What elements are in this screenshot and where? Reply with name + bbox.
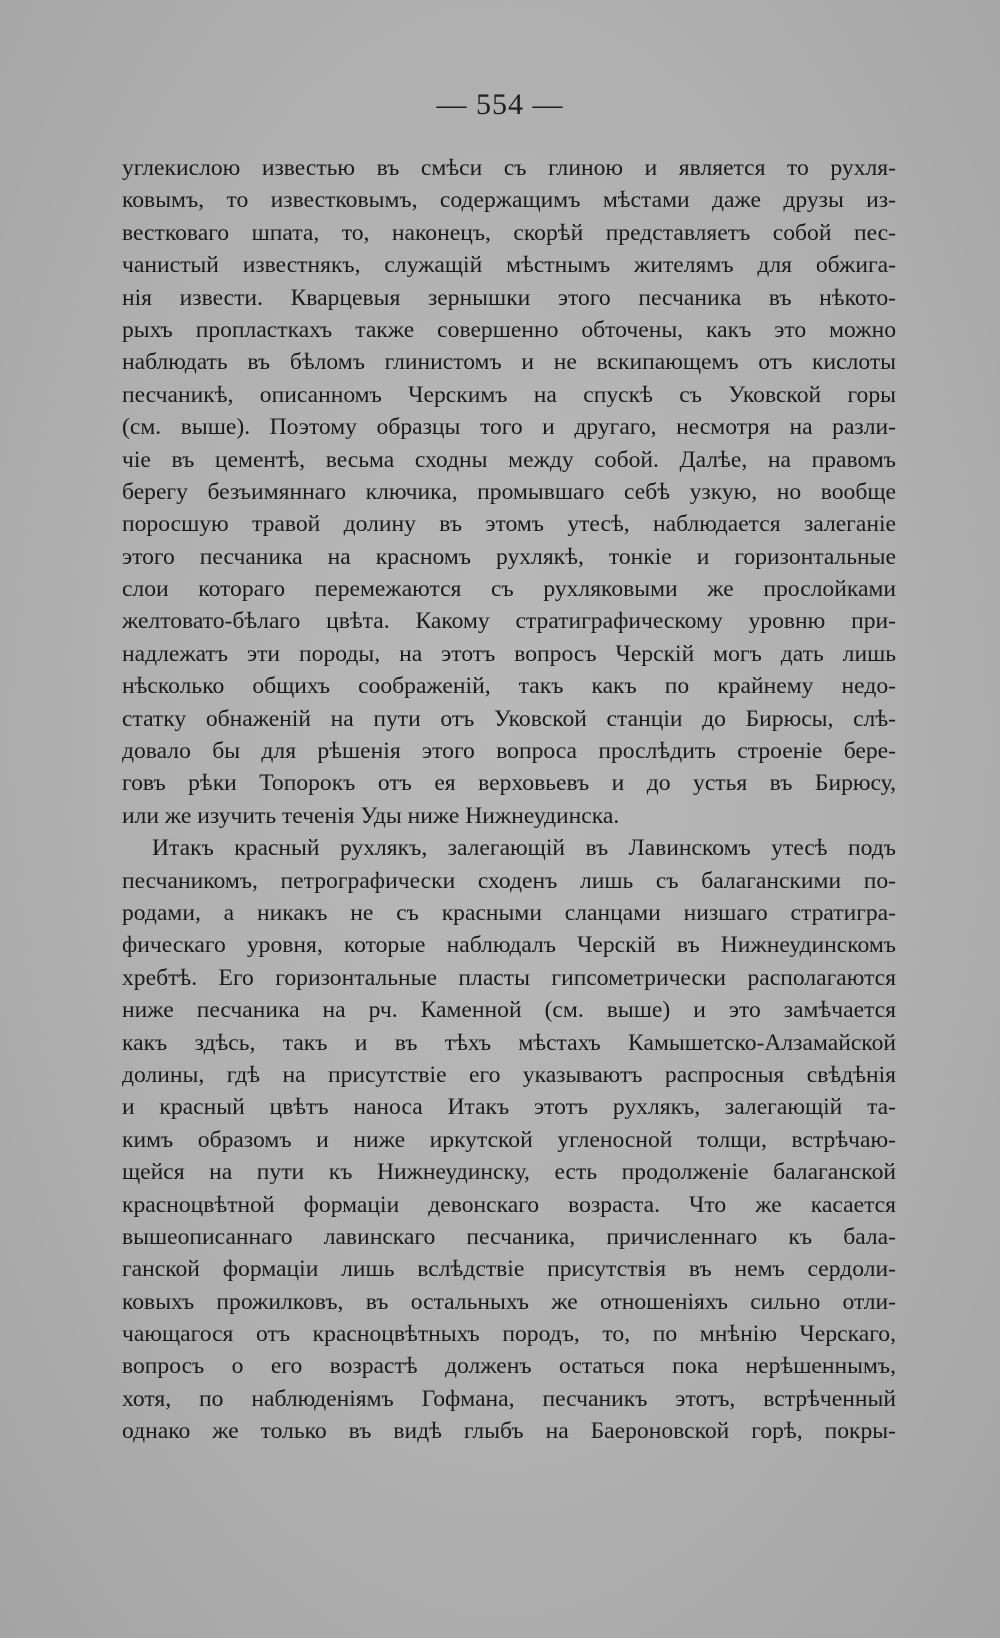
text-line: желтовато-бѣлаго цвѣта. Какому стратиграфическому уровню при- — [122, 608, 896, 635]
text-line: песчаникомъ, петрографически сходенъ лишь съ балаганскими по- — [122, 867, 896, 894]
body-text — [122, 152, 896, 1448]
text-line: чіе въ цементѣ, весьма сходны между собой. Далѣе, на правомъ — [122, 446, 896, 473]
text-line: чающагося отъ красноцвѣтныхъ породъ, то, по мнѣнію Черскаго, — [122, 1321, 896, 1348]
text-line: хребтѣ. Его горизонтальные пласты гипсометрически располагаются — [122, 964, 896, 991]
text-line: этого песчаника на красномъ рухлякѣ, тонкіе и горизонтальные — [122, 543, 896, 570]
text-line: рыхъ пропласткахъ также совершенно обточены, какъ это можно — [122, 316, 896, 343]
text-line: щейся на пути къ Нижнеудинску, есть продолженіе балаганской — [122, 1159, 896, 1186]
text-line: слои котораго перемежаются съ рухляковыми же прослойками — [122, 576, 896, 603]
text-line: (см. выше). Поэтому образцы того и другаго, несмотря на разли- — [122, 414, 896, 441]
text-line: ковымъ, то известковымъ, содержащимъ мѣстами даже друзы из- — [122, 187, 896, 214]
text-line: вопросъ о его возрастѣ долженъ остаться пока нерѣшеннымъ, — [122, 1353, 896, 1380]
text-line: какъ здѣсь, такъ и въ тѣхъ мѣстахъ Камышетско-Алзамайской — [122, 1029, 896, 1056]
text-line: говъ рѣки Топорокъ отъ ея верховьевъ и до устья въ Бирюсу, — [122, 770, 896, 797]
text-line: хотя, по наблюденіямъ Гофмана, песчаникъ этотъ, встрѣченный — [122, 1385, 896, 1412]
text-line: ганской формаціи лишь вслѣдствіе присутствія въ немъ сердоли- — [122, 1256, 896, 1283]
text-line: или же изучить теченія Уды ниже Нижнеудинска. — [122, 802, 620, 829]
text-line: наблюдать въ бѣломъ глинистомъ и не вскипающемъ отъ кислоты — [122, 349, 896, 376]
text-line: кимъ образомъ и ниже иркутской угленосной толщи, встрѣчаю- — [122, 1126, 896, 1153]
text-line: статку обнаженій на пути отъ Уковской станціи до Бирюсы, слѣ- — [122, 705, 896, 732]
text-line: долины, гдѣ на присутствіе его указываютъ распросныя свѣдѣнія — [122, 1061, 896, 1088]
text-line: берегу безъимяннаго ключика, промывшаго себѣ узкую, но вообще — [122, 478, 896, 505]
text-line: ниже песчаника на рч. Каменной (см. выше) и это замѣчается — [122, 997, 896, 1024]
text-line: красноцвѣтной формаціи девонскаго возраста. Что же касается — [122, 1191, 896, 1218]
text-line: довало бы для рѣшенія этого вопроса прослѣдить строеніе бере- — [122, 738, 896, 765]
text-line: родами, а никакъ не съ красными сланцами низшаго стратигра- — [122, 899, 896, 926]
text-line: нія извести. Кварцевыя зернышки этого песчаника въ нѣкото- — [122, 284, 896, 311]
text-line: вышеописаннаго лавинскаго песчаника, причисленнаго къ бала- — [122, 1223, 896, 1250]
text-line: углекислою известью въ смѣси съ глиною и является то рухля- — [122, 155, 896, 181]
page-number: — 554 — — [436, 88, 564, 121]
text-line: и красный цвѣтъ наноса Итакъ этотъ рухлякъ, залегающій та- — [122, 1094, 896, 1121]
text-line: надлежатъ эти породы, на этотъ вопросъ Черскій могъ дать лишь — [122, 640, 896, 667]
text-line: поросшую травой долину въ этомъ утесѣ, наблюдается залеганіе — [122, 511, 896, 538]
text-line: песчаникѣ, описанномъ Черскимъ на спускѣ съ Уковской горы — [122, 381, 896, 408]
text-line: вестковаго шпата, то, наконецъ, скорѣй представляетъ собой пес- — [122, 219, 896, 246]
text-line: Итакъ красный рухлякъ, залегающій въ Лавинскомъ утесѣ подъ — [152, 835, 896, 862]
text-line: ковыхъ прожилковъ, въ остальныхъ же отношеніяхъ сильно отли- — [122, 1288, 896, 1315]
text-line: нѣсколько общихъ соображеній, такъ какъ по крайнему недо- — [122, 673, 896, 700]
text-line: чанистый известнякъ, служащій мѣстнымъ жителямъ для обжига- — [122, 252, 896, 279]
text-line: однако же только въ видѣ глыбъ на Баероновской горѣ, покры- — [122, 1418, 896, 1445]
text-line: фическаго уровня, которые наблюдалъ Черскій въ Нижнеудинскомъ — [122, 932, 896, 959]
